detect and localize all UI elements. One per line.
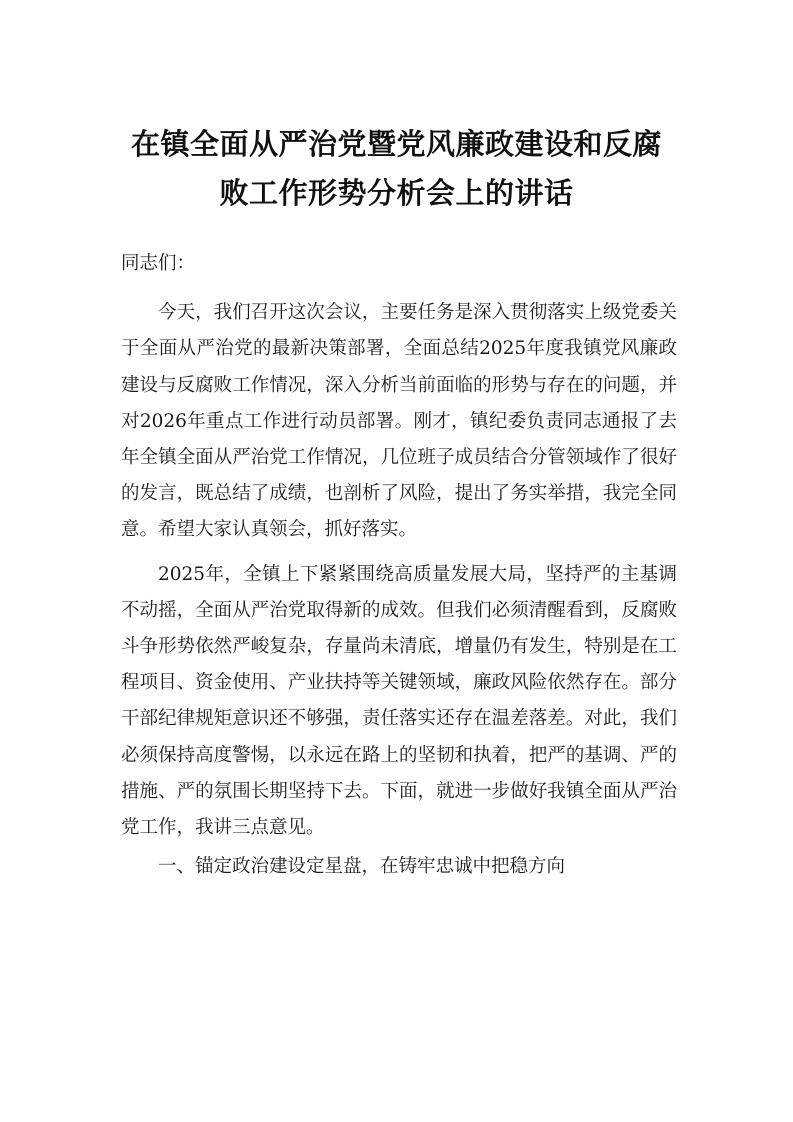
- section-heading: 一、锚定政治建设定星盘，在铸牢忠诚中把稳方向: [158, 856, 566, 878]
- salutation: 同志们：: [121, 253, 196, 274]
- document-title-line-2: 败工作形势分析会上的讲话: [219, 176, 574, 210]
- body-paragraph: 今天，我们召开这次会议，主要任务是深入贯彻落实上级党委关于全面从严治党的最新决策部署，全面总结2025年度我镇党风廉政建设与反腐败工作情况，深入分析当前面临的形势与存在的问题，并对2026年重点工作进行动员部署。刚才，镇纪委负责同志通报了去年全镇全面从严治党工作情况，几位班子成员结合分管领域作了很好的发言，既总结了成绩，也剖析了风险，提出了务实举措，我完全同意。希望大家认真领会，抓好落实。: [121, 302, 677, 541]
- document-title-line-1: 在镇全面从严治党暨党风廉政建设和反腐: [130, 127, 662, 161]
- document-body: [121, 246, 677, 885]
- body-paragraph: 2025年，全镇上下紧紧围绕高质量发展大局，坚持严的主基调不动摇，全面从严治党取得新的成效。但我们必须清醒看到，反腐败斗争形势依然严峻复杂，存量尚未清底，增量仍有发生，特别是在工程项目、资金使用、产业扶持等关键领域，廉政风险依然存在。部分干部纪律规矩意识还不够强，责任落实还存在温差落差。对此，我们必须保持高度警惕，以永远在路上的坚韧和执着，把严的基调、严的措施、严的氛围长期坚持下去。下面，就进一步做好我镇全面从严治党工作，我讲三点意见。: [121, 563, 677, 839]
